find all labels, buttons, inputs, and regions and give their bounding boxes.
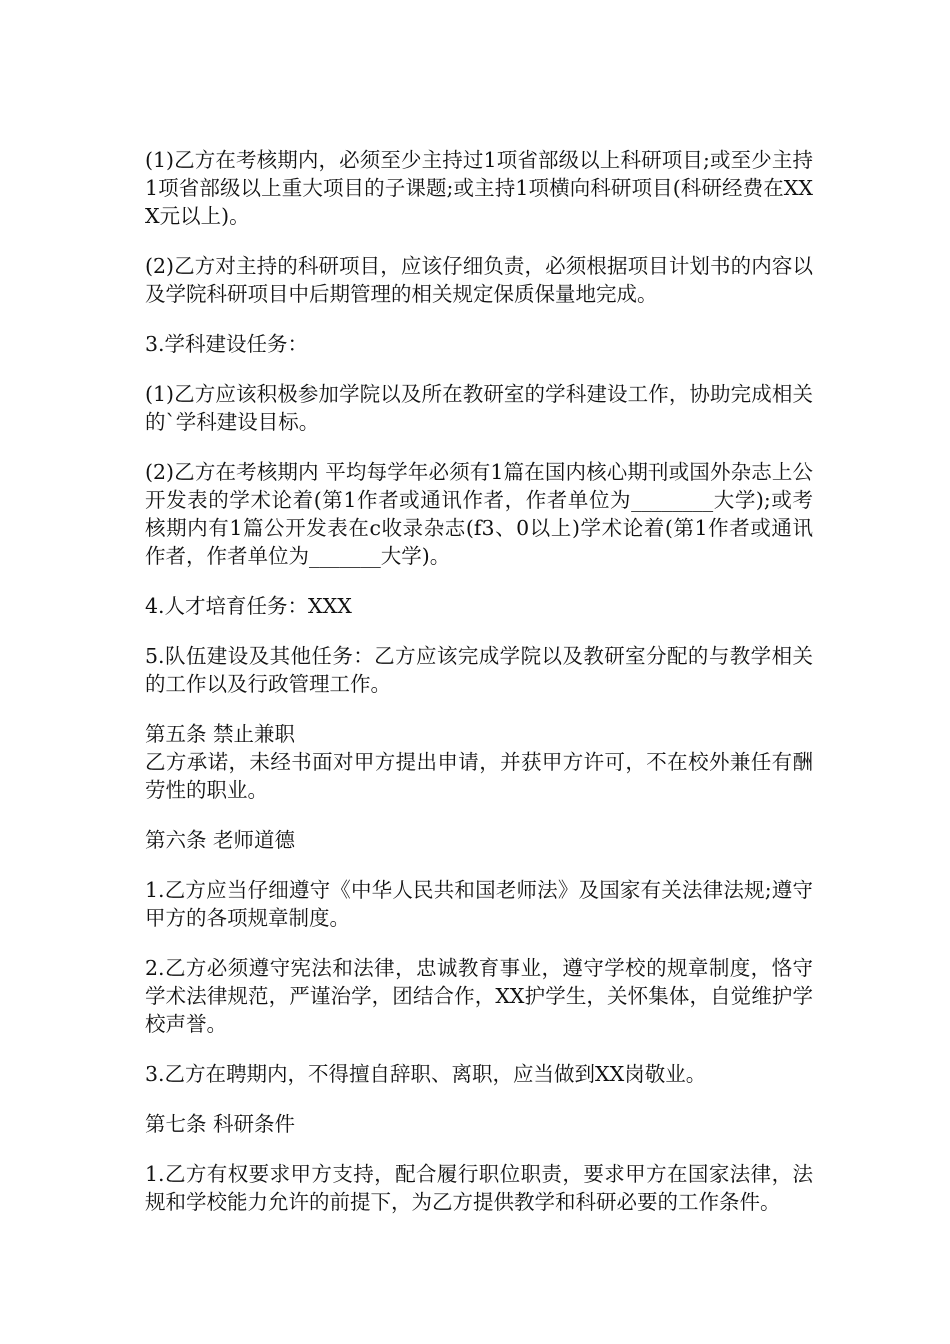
- paragraph-research-conditions: 1.乙方有权要求甲方支持，配合履行职位职责，要求甲方在国家法律，法规和学校能力允许的前提下，为乙方提供教学和科研必要的工作条件。: [145, 1162, 813, 1214]
- paragraph-teacher-law: 1.乙方应当仔细遵守《中华人民共和国老师法》及国家有关法律法规;遵守甲方的各项规章制度。: [145, 878, 813, 930]
- paragraph-discipline-participation: (1)乙方应该积极参加学院以及所在教研室的学科建设工作，协助完成相关的`学科建设目标。: [145, 382, 813, 434]
- paragraph-no-side-jobs: 乙方承诺，未经书面对甲方提出申请，并获甲方许可，不在校外兼任有酬劳性的职业。: [145, 750, 813, 802]
- paragraph-research-project-responsibility: (2)乙方对主持的科研项目，应该仔细负责，必须根据项目计划书的内容以及学院科研项目中后期管理的相关规定保质保量地完成。: [145, 254, 813, 306]
- paragraph-constitution-law: 2.乙方必须遵守宪法和法律，忠诚教育事业，遵守学校的规章制度，恪守学术法律规范，严谨治学，团结合作，XX护学生，关怀集体，自觉维护学校声誉。: [145, 956, 813, 1036]
- paragraph-no-resignation: 3.乙方在聘期内，不得擅自辞职、离职，应当做到XX岗敬业。: [145, 1062, 707, 1086]
- heading-talent-cultivation: 4.人才培育任务：XXX: [145, 594, 352, 618]
- heading-discipline-construction: 3.学科建设任务：: [145, 332, 309, 356]
- paragraph-research-project-requirement: (1)乙方在考核期内，必须至少主持过1项省部级以上科研项目;或至少主持1项省部级以上重大项目的子课题;或主持1项横向科研项目(科研经费在XXX元以上)。: [145, 148, 813, 228]
- article-seven-title: 第七条 科研条件: [145, 1112, 296, 1136]
- article-six-title: 第六条 老师道德: [145, 828, 296, 852]
- paragraph-team-building: 5.队伍建设及其他任务：乙方应该完成学院以及教研室分配的与教学相关的工作以及行政管理工作。: [145, 644, 813, 696]
- document-page: [145, 146, 813, 1238]
- paragraph-publication-requirement: (2)乙方在考核期内 平均每学年必须有1篇在国内核心期刊或国外杂志上公开发表的学术论着(第1作者或通讯作者，作者单位为________大学);或考核期内有1篇公开发表在c收录杂志(f3、0以上)学术论着(第1作者或通讯作者，作者单位为_______大学)。: [145, 460, 813, 568]
- article-five-title: 第五条 禁止兼职: [145, 722, 296, 746]
